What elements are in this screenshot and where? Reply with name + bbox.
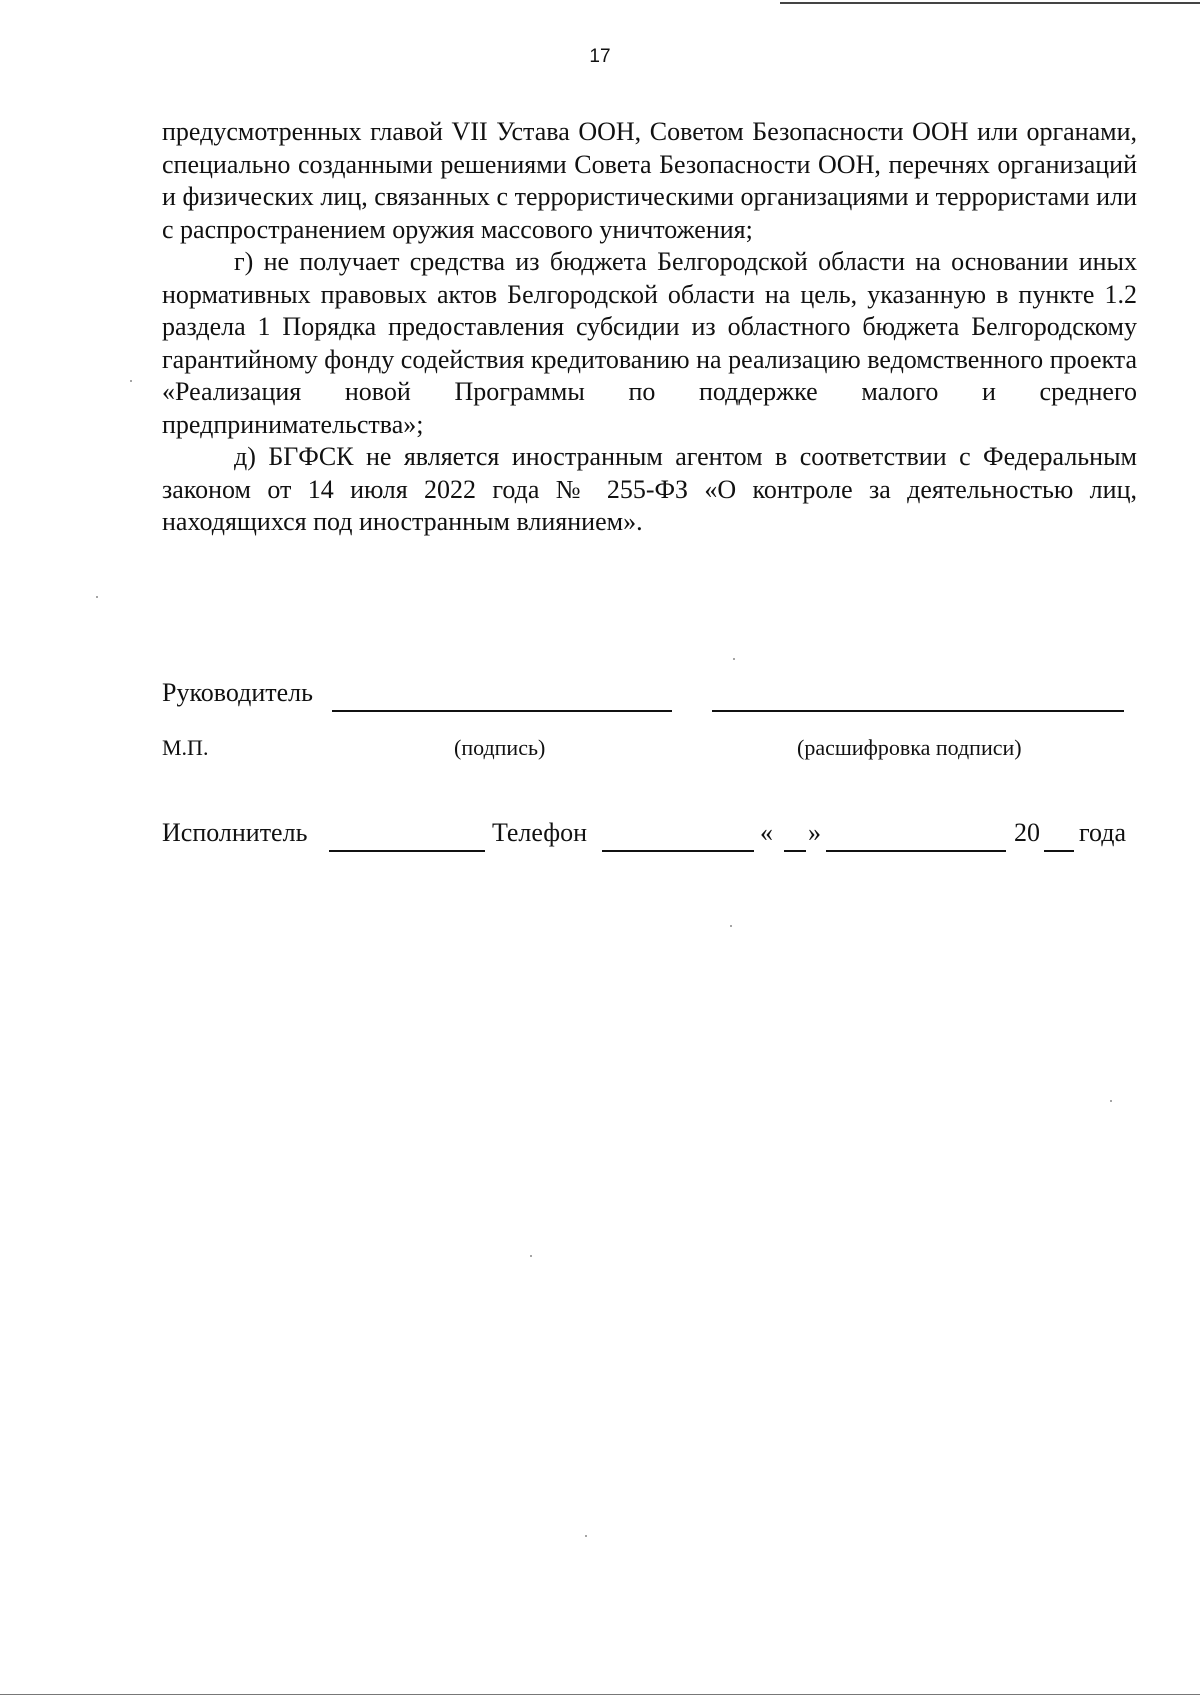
date-year-prefix: 20 bbox=[1014, 818, 1040, 847]
scan-speck bbox=[530, 1255, 532, 1257]
phone-line bbox=[602, 850, 754, 852]
head-decoding-line bbox=[712, 710, 1124, 712]
signature-captions-row bbox=[162, 735, 1137, 765]
head-signature-line bbox=[332, 710, 672, 712]
scan-speck bbox=[1110, 1100, 1112, 1102]
scan-speck bbox=[730, 925, 732, 927]
paragraph-1: предусмотренных главой VII Устава ООН, Советом Безопасности ООН или органами, специально созданными решениями Совета Безопасности ООН, перечнях организаций и физических лиц, связанных с террористическими организациями и террористами или с распространением оружия массового уничтожения; bbox=[162, 117, 1137, 244]
phone-label: Телефон bbox=[492, 818, 588, 847]
scan-speck bbox=[130, 380, 132, 382]
paragraph-d: д) БГФСК не является иностранным агентом в соответствии с Федеральным законом от 14 июля 2022 года № 255-ФЗ «О контроле за деятельностью лиц, находящихся под иностранным влиянием». bbox=[162, 442, 1137, 536]
page-number: 17 bbox=[589, 46, 611, 67]
date-day-line bbox=[784, 850, 806, 852]
paragraph-g: г) не получает средства из бюджета Белгородской области на основании иных нормативных правовых актов Белгородской области на цель, указанную в пункте 1.2 раздела 1 Порядка предоставления субсидии из областного бюджета Белгородскому гарантийному фонду содействия кредитованию на реализацию ведомственного проекта «Реализация новой Программы по поддержке малого и среднего предпринимательства»; bbox=[162, 247, 1137, 439]
scan-edge-top bbox=[780, 2, 1200, 4]
executor-row bbox=[162, 818, 1137, 858]
scan-edge-bottom bbox=[0, 1694, 1200, 1695]
date-month-line bbox=[826, 850, 1006, 852]
date-quote-close: » bbox=[808, 818, 821, 847]
scan-speck bbox=[585, 1535, 587, 1537]
document-body bbox=[162, 116, 1137, 539]
head-label: Руководитель bbox=[162, 678, 313, 707]
decoding-caption: (расшифровка подписи) bbox=[797, 735, 1022, 760]
executor-line bbox=[329, 850, 485, 852]
signature-caption: (подпись) bbox=[454, 735, 546, 760]
scan-speck bbox=[733, 658, 735, 660]
date-quote-open: « bbox=[760, 818, 773, 847]
head-signature-row bbox=[162, 678, 1137, 714]
stamp-label: М.П. bbox=[162, 735, 209, 760]
date-year-line bbox=[1044, 850, 1074, 852]
scan-speck bbox=[96, 596, 98, 598]
executor-label: Исполнитель bbox=[162, 818, 308, 847]
date-year-suffix: года bbox=[1079, 818, 1127, 847]
